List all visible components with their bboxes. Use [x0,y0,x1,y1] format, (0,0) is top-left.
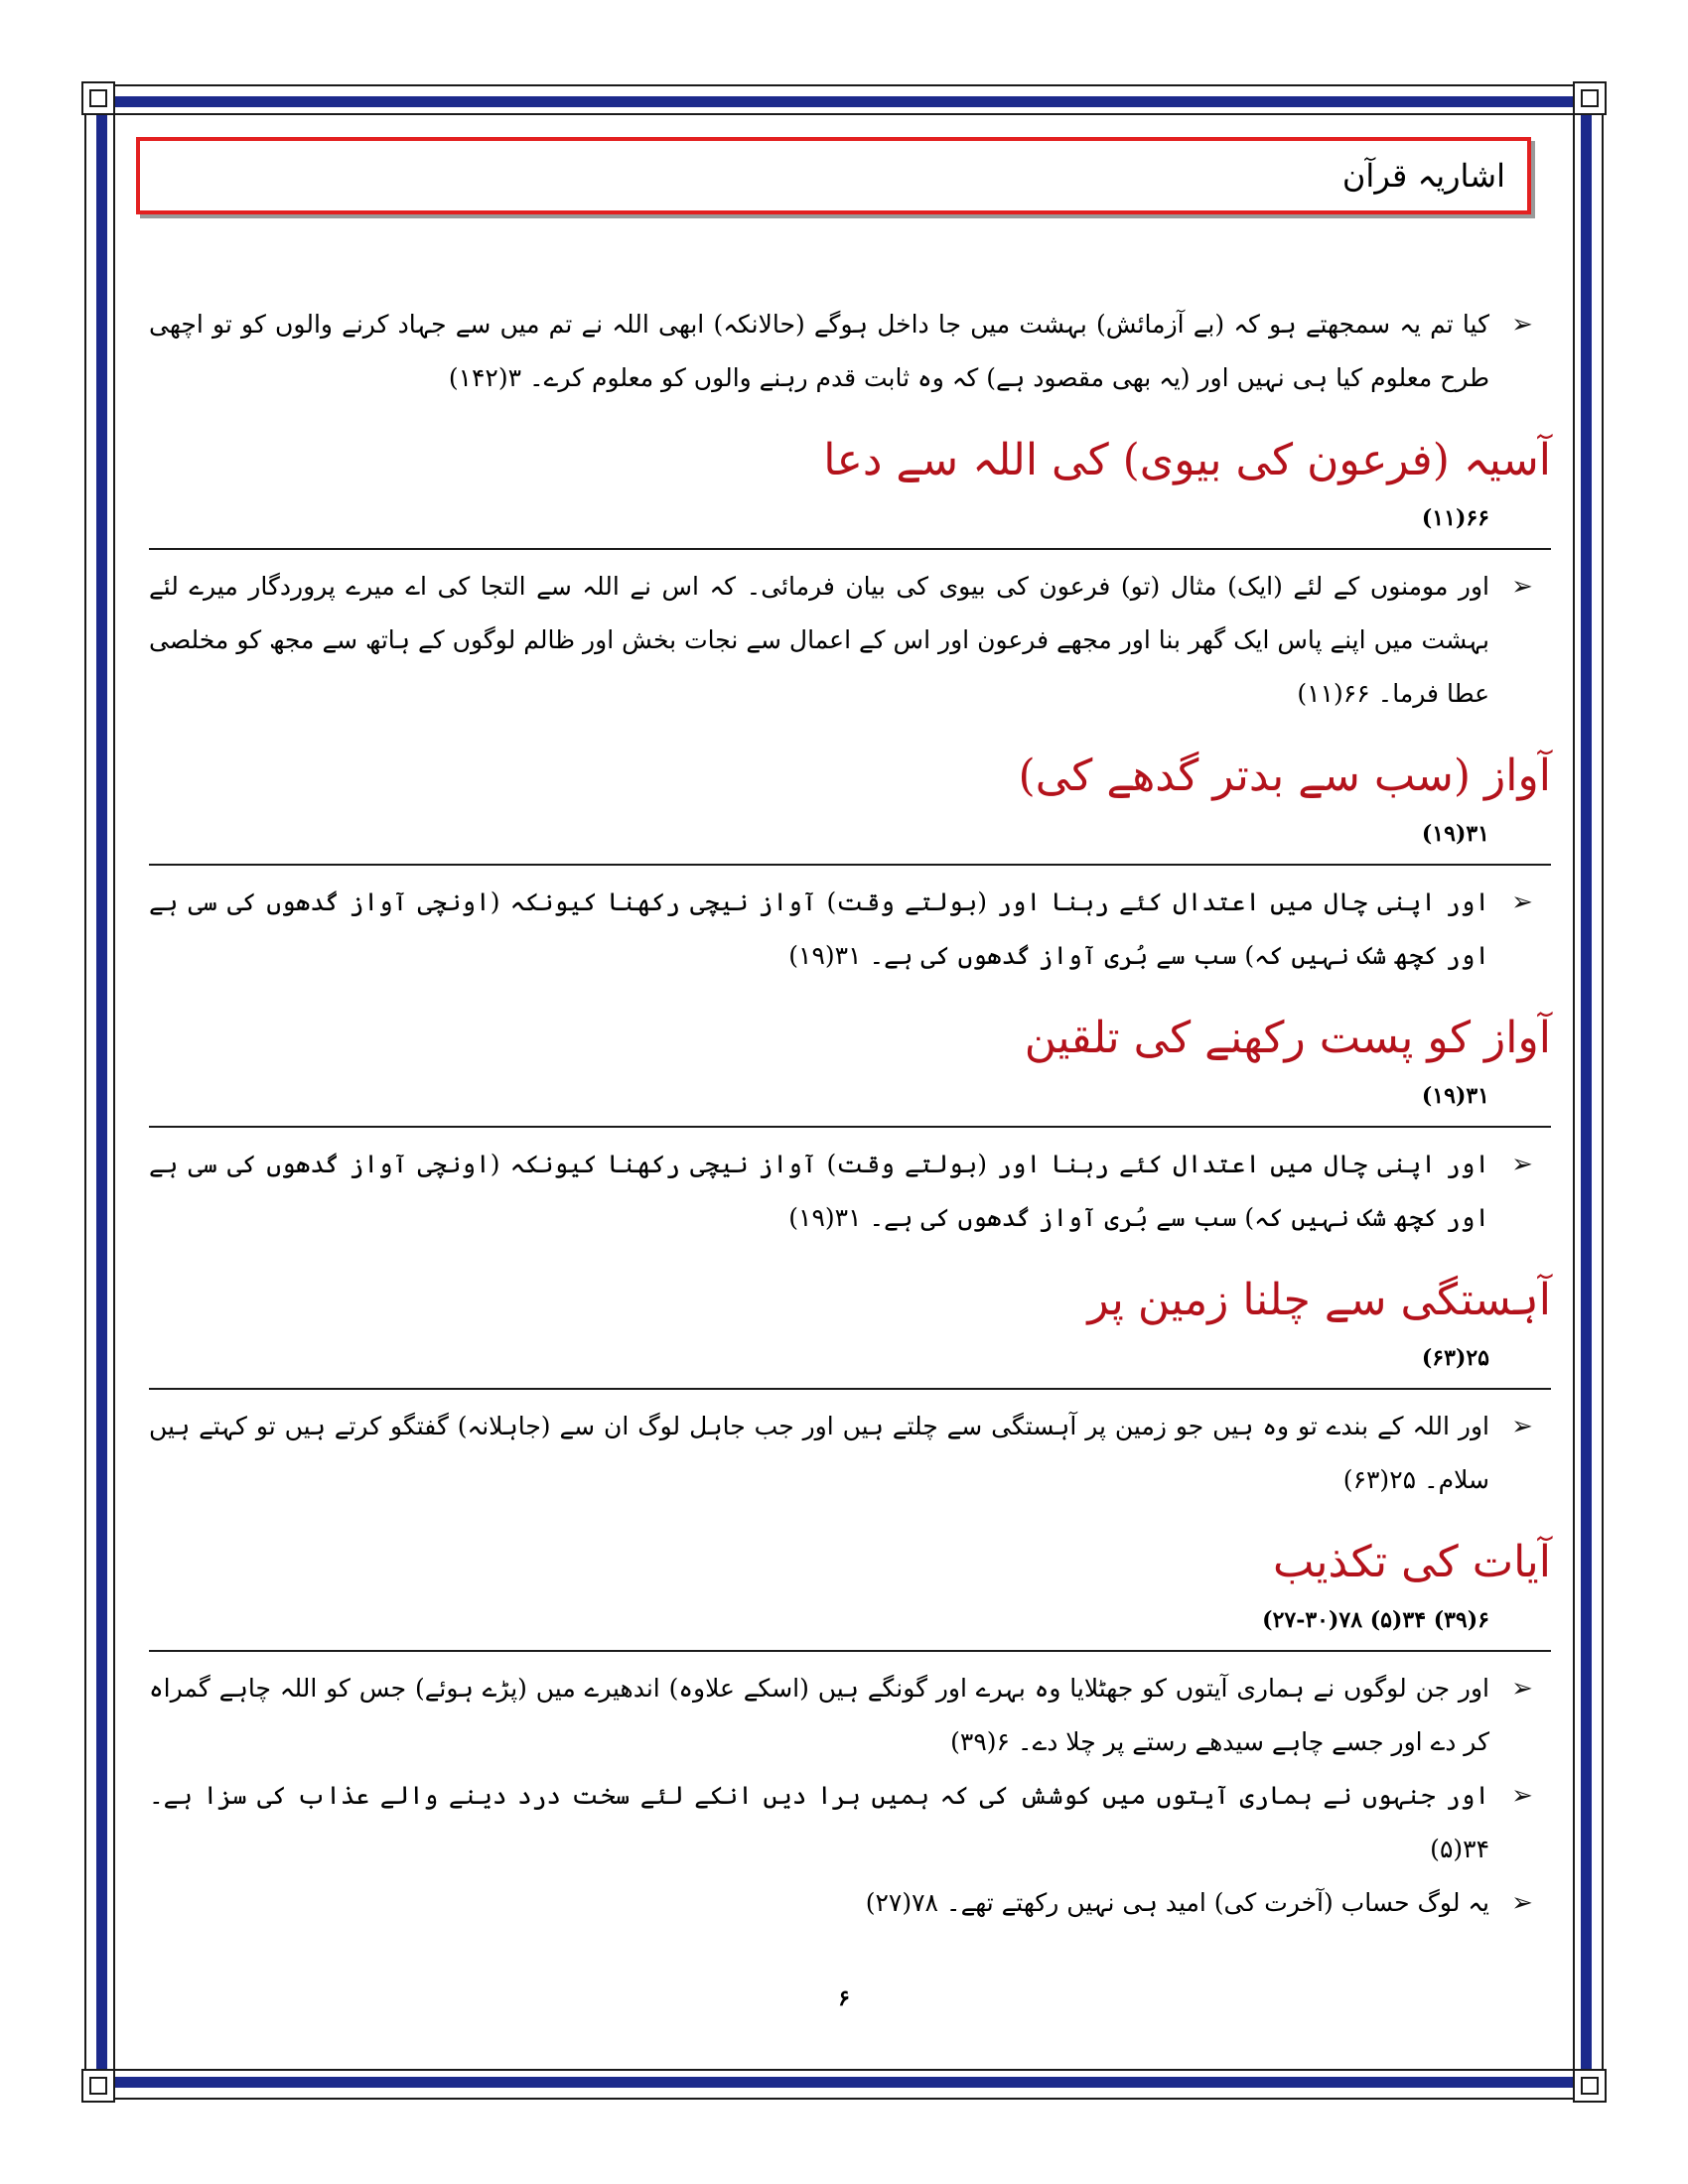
arrow-bullet-icon: ➢ [1511,1674,1533,1704]
entry-text: کیا تم یہ سمجھتے ہو کہ (بے آزمائش) بہشت میں جا داخل ہوگے (حالانکہ) ابھی اللہ نے تم میں سے جہاد کرنے والوں کو تو اچھی طرح معلوم کیا ہی نہیں اور (یہ بھی مقصود ہے) کہ وہ ثابت قدم رہنے والوں کو معلوم کرے۔ ۳(۱۴۲) [149,310,1489,392]
entry-item [149,1138,1551,1245]
index-section [149,1263,1551,1507]
arrow-bullet-icon: ➢ [1511,1888,1533,1918]
index-section [149,1525,1551,1930]
section-title: آسیہ (فرعون کی بیوی) کی اللہ سے دعا [823,435,1551,485]
section-divider [149,864,1551,866]
entry-item [149,298,1551,405]
arrow-bullet-icon: ➢ [1511,887,1533,917]
section-reference: ۳۱(۱۹) [1421,821,1489,847]
entry-item [149,1876,1551,1930]
section-reference: ۲۵(۶۳) [1421,1345,1489,1371]
arrow-bullet-icon: ➢ [1511,1150,1533,1179]
section-reference: ۳۱(۱۹) [1421,1083,1489,1109]
index-section [149,423,1551,721]
entry-item [149,1662,1551,1769]
section-title: آیات کی تکذیب [1273,1537,1551,1587]
section-title: آواز کو پست رکھنے کی تلقین [1024,1013,1551,1063]
section-divider [149,548,1551,550]
arrow-bullet-icon: ➢ [1511,1781,1533,1811]
entry-text: اور مومنوں کے لئے (ایک) مثال (تو) فرعون کی بیوی کی بیان فرمائی۔ کہ اس نے اللہ سے التجا کی اے میرے پروردگار میرے لئے بہشت میں اپنے پاس ایک گھر بنا اور مجھے فرعون اور اس کے اعمال سے نجات بخش اور ظالم لوگوں کے ہاتھ سے مجھ کو مخلصی عطا فرما۔ ۶۶(۱۱) [149,572,1489,708]
arrow-bullet-icon: ➢ [1511,572,1533,602]
section-title: آواز (سب سے بدتر گدھے کی) [1018,751,1551,801]
section-title: آہستگی سے چلنا زمین پر [1087,1275,1551,1325]
entry-item [149,1400,1551,1507]
entry-text: اور اپنی چال میں اعتدال کئے رہنا اور (بولتے وقت) آواز نیچی رکھنا کیونکہ (اونچی آواز گدھوں کی سی ہے اور کچھ شک نہیں کہ) سب سے بُری آواز گدھوں کی ہے۔ ۳۱(۱۹) [149,887,1489,970]
index-section [149,739,1551,983]
section-reference: ۶۶(۱۱) [1421,505,1489,531]
page-title: اشاریہ قرآن [1341,157,1505,195]
frame-corner-ornament [1573,81,1607,115]
frame-corner-ornament [1573,2069,1607,2103]
section-reference: ۶(۳۹) ۳۴(۵) ۷۸(۲۷-۳۰) [1262,1607,1489,1633]
frame-corner-ornament [81,81,115,115]
entry-text: اور اپنی چال میں اعتدال کئے رہنا اور (بولتے وقت) آواز نیچی رکھنا کیونکہ (اونچی آواز گدھوں کی سی ہے اور کچھ شک نہیں کہ) سب سے بُری آواز گدھوں کی ہے۔ ۳۱(۱۹) [149,1150,1489,1232]
entry-text: اور جنہوں نے ہماری آیتوں میں کوشش کی کہ ہمیں ہرا دیں انکے لئے سخت درد دینے والے عذاب کی سزا ہے۔ ۳۴(۵) [149,1781,1489,1863]
arrow-bullet-icon: ➢ [1511,1412,1533,1441]
entry-item [149,560,1551,721]
document-content [149,298,1551,1930]
index-section [149,1001,1551,1245]
entry-item [149,1769,1551,1876]
entry-text: اور اللہ کے بندے تو وہ ہیں جو زمین پر آہستگی سے چلتے ہیں اور جب جاہل لوگ ان سے (جاہلانہ) گفتگو کرتے ہیں تو کہتے ہیں سلام۔ ۲۵(۶۳) [149,1412,1489,1494]
page-number: ۶ [838,1985,850,2011]
entry-item [149,876,1551,983]
section-divider [149,1650,1551,1652]
section-divider [149,1126,1551,1128]
entry-text: اور جن لوگوں نے ہماری آیتوں کو جھٹلایا وہ بہرے اور گونگے ہیں (اسکے علاوہ) اندھیرے میں (پڑے ہوئے) جس کو اللہ چاہے گمراہ کر دے اور جسے چاہے سیدھے رستے پر چلا دے۔ ۶(۳۹) [149,1674,1489,1756]
header-box [136,137,1531,214]
arrow-bullet-icon: ➢ [1511,310,1533,340]
section-divider [149,1388,1551,1390]
frame-corner-ornament [81,2069,115,2103]
entry-text: یہ لوگ حساب (آخرت کی) امید ہی نہیں رکھتے تھے۔ ۷۸(۲۷) [865,1888,1489,1917]
